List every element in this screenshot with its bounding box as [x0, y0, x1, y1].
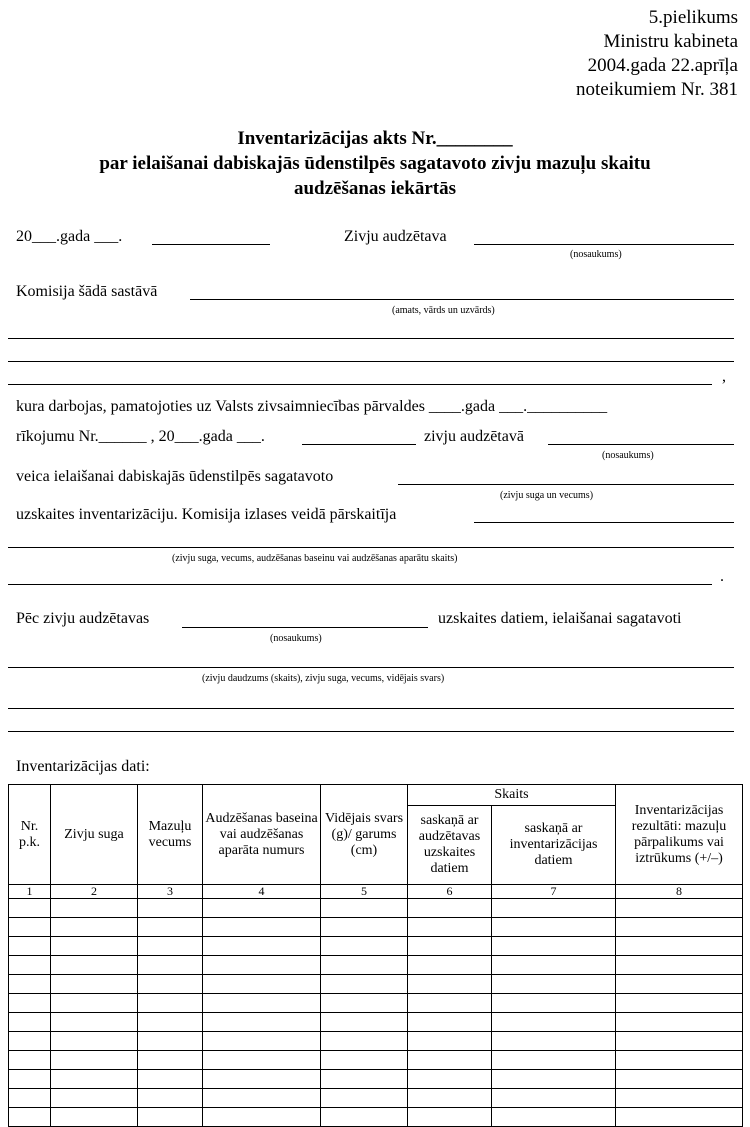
species-age-caption: (zivju suga un vecums) — [500, 490, 594, 501]
table-row — [9, 994, 743, 1013]
table-cell[interactable] — [9, 956, 51, 975]
table-cell[interactable] — [321, 918, 408, 937]
table-cell[interactable] — [203, 899, 321, 918]
count-label: uzskaites inventarizāciju. Komisija izlases veidā pārskaitīja — [16, 506, 397, 523]
farm-name-caption: (nosaukums) — [570, 249, 622, 260]
table-cell[interactable] — [203, 918, 321, 937]
col-header-farm-records: saskaņā ar audzētavas uzskaites datiem — [408, 806, 492, 885]
table-cell[interactable] — [492, 994, 616, 1013]
table-cell[interactable] — [616, 994, 743, 1013]
annex-header — [576, 6, 738, 102]
table-row — [9, 956, 743, 975]
table-cell[interactable] — [321, 1013, 408, 1032]
title-line-3: audzēšanas iekārtās — [293, 178, 457, 199]
table-cell[interactable] — [138, 956, 203, 975]
table-cell[interactable] — [408, 956, 492, 975]
col-number-3: 3 — [138, 885, 203, 899]
col-number-4: 4 — [203, 885, 321, 899]
sample-caption: (zivju suga, vecums, audzēšanas baseinu vai audzēšanas aparātu skaits) — [172, 553, 458, 564]
table-cell[interactable] — [51, 1108, 138, 1127]
table-cell[interactable] — [616, 1013, 743, 1032]
farm-in-label: zivju audzētavā — [424, 428, 524, 445]
col-number-7: 7 — [492, 885, 616, 899]
farm-name-field[interactable] — [474, 244, 734, 245]
table-cell[interactable] — [408, 1051, 492, 1070]
table-cell[interactable] — [492, 975, 616, 994]
table-cell[interactable] — [138, 1089, 203, 1108]
table-cell[interactable] — [138, 937, 203, 956]
table-cell[interactable] — [616, 918, 743, 937]
farm-in-field[interactable] — [548, 444, 734, 445]
table-cell[interactable] — [492, 1089, 616, 1108]
commission-caption: (amats, vārds un uzvārds) — [392, 305, 495, 316]
table-row — [9, 1051, 743, 1070]
table-cell[interactable] — [616, 1070, 743, 1089]
table-cell[interactable] — [321, 1070, 408, 1089]
table-cell[interactable] — [616, 956, 743, 975]
table-cell[interactable] — [203, 1070, 321, 1089]
table-cell[interactable] — [492, 1070, 616, 1089]
table-cell[interactable] — [51, 1013, 138, 1032]
table-cell[interactable] — [51, 1089, 138, 1108]
table-cell[interactable] — [9, 994, 51, 1013]
col-header-species: Zivju suga — [51, 785, 138, 885]
table-cell[interactable] — [321, 937, 408, 956]
table-row — [9, 918, 743, 937]
farm-in-caption: (nosaukums) — [602, 450, 654, 461]
title-line-2: par ielaišanai dabiskajās ūdenstilpēs sagatavoto zivju mazuļu skaitu — [99, 153, 651, 174]
table-cell[interactable] — [203, 994, 321, 1013]
table-cell[interactable] — [51, 918, 138, 937]
table-cell[interactable] — [9, 918, 51, 937]
table-cell[interactable] — [203, 937, 321, 956]
table-cell[interactable] — [408, 937, 492, 956]
table-cell[interactable] — [408, 1070, 492, 1089]
table-cell[interactable] — [408, 1108, 492, 1127]
table-cell[interactable] — [492, 1013, 616, 1032]
table-cell[interactable] — [9, 899, 51, 918]
table-cell[interactable] — [9, 1089, 51, 1108]
table-cell[interactable] — [51, 1051, 138, 1070]
col-number-2: 2 — [51, 885, 138, 899]
performed-label: veica ielaišanai dabiskajās ūdenstilpēs sagatavoto — [16, 468, 334, 485]
species-age-field[interactable] — [398, 484, 734, 485]
sample-line-2[interactable] — [8, 584, 712, 585]
col-number-6: 6 — [408, 885, 492, 899]
table-cell[interactable] — [51, 975, 138, 994]
table-cell[interactable] — [203, 975, 321, 994]
table-cell[interactable] — [492, 899, 616, 918]
table-cell[interactable] — [321, 1051, 408, 1070]
table-cell[interactable] — [492, 937, 616, 956]
table-cell[interactable] — [138, 918, 203, 937]
col-header-nr: Nr. p.k. — [9, 785, 51, 885]
annex-regulation: noteikumiem Nr. 381 — [575, 79, 738, 100]
col-header-tank: Audzēšanas baseina vai audzēšanas aparāta numurs — [203, 785, 321, 885]
table-cell[interactable] — [203, 1089, 321, 1108]
table-cell[interactable] — [9, 937, 51, 956]
table-row — [9, 1013, 743, 1032]
table-cell[interactable] — [203, 1013, 321, 1032]
table-cell[interactable] — [492, 918, 616, 937]
table-cell[interactable] — [138, 1108, 203, 1127]
table-cell[interactable] — [51, 1032, 138, 1051]
prepared-field-line[interactable] — [8, 667, 734, 668]
col-header-age: Mazuļu vecums — [138, 785, 203, 885]
table-cell[interactable] — [321, 899, 408, 918]
col-header-inventory-records: saskaņā ar inventarizācijas datiem — [492, 806, 616, 885]
table-cell[interactable] — [9, 1070, 51, 1089]
annex-authority: Ministru kabineta — [603, 31, 738, 52]
table-row — [9, 1032, 743, 1051]
table-cell[interactable] — [321, 956, 408, 975]
col-number-5: 5 — [321, 885, 408, 899]
table-cell[interactable] — [51, 1070, 138, 1089]
per-label: Pēc zivju audzētavas — [16, 610, 150, 627]
table-cell[interactable] — [138, 1051, 203, 1070]
table-cell[interactable] — [616, 1089, 743, 1108]
table-cell[interactable] — [616, 1032, 743, 1051]
empty-rows — [9, 899, 743, 1127]
order-date-field[interactable] — [302, 444, 416, 445]
prepared-caption: (zivju daudzums (skaits), zivju suga, vecums, vidējais svars) — [202, 673, 445, 684]
table-cell[interactable] — [321, 975, 408, 994]
table-cell[interactable] — [9, 1108, 51, 1127]
table-cell[interactable] — [408, 899, 492, 918]
col-header-result: Inventarizācijas rezultāti: mazuļu pārpalikums vai iztrūkums (+/–) — [616, 785, 743, 885]
table-cell[interactable] — [203, 1032, 321, 1051]
table-cell[interactable] — [138, 1070, 203, 1089]
annex-number: 5.pielikums — [648, 7, 738, 28]
table-cell[interactable] — [203, 1051, 321, 1070]
per-suffix: uzskaites datiem, ielaišanai sagatavoti — [438, 610, 682, 627]
commission-field[interactable] — [190, 299, 734, 300]
sample-period: . — [720, 568, 724, 585]
table-row — [9, 1108, 743, 1127]
table-cell[interactable] — [138, 1032, 203, 1051]
prepared-line-3[interactable] — [8, 731, 734, 732]
farm-label: Zivju audzētava — [344, 228, 447, 245]
title-line-1: Inventarizācijas akts Nr.________ — [237, 128, 513, 149]
table-cell[interactable] — [492, 956, 616, 975]
table-cell[interactable] — [9, 975, 51, 994]
date-prefix: 20___.gada ___. — [16, 228, 123, 245]
table-cell[interactable] — [51, 994, 138, 1013]
order-text: rīkojumu Nr.______ , 20___.gada ___. — [16, 428, 265, 445]
table-cell[interactable] — [138, 1013, 203, 1032]
col-number-1: 1 — [9, 885, 51, 899]
table-cell[interactable] — [616, 1051, 743, 1070]
table-cell[interactable] — [616, 1108, 743, 1127]
table-cell[interactable] — [321, 1032, 408, 1051]
table-cell[interactable] — [51, 899, 138, 918]
table-cell[interactable] — [51, 956, 138, 975]
table-cell[interactable] — [321, 1108, 408, 1127]
table-cell[interactable] — [408, 1089, 492, 1108]
table-cell[interactable] — [138, 899, 203, 918]
table-row — [9, 975, 743, 994]
table-cell[interactable] — [408, 994, 492, 1013]
table-cell[interactable] — [616, 937, 743, 956]
table-cell[interactable] — [9, 1051, 51, 1070]
table-cell[interactable] — [408, 918, 492, 937]
per-farm-caption: (nosaukums) — [270, 633, 322, 644]
basis-text: kura darbojas, pamatojoties uz Valsts zivsaimniecības pārvaldes ____.gada ___.__________ — [16, 398, 608, 415]
count-field[interactable] — [474, 522, 734, 523]
commission-line-3[interactable] — [8, 361, 734, 362]
inventory-label: Inventarizācijas dati: — [16, 758, 150, 775]
inventory-table — [8, 784, 743, 1127]
table-cell[interactable] — [492, 1051, 616, 1070]
table-cell[interactable] — [408, 1013, 492, 1032]
commission-line-4[interactable] — [8, 384, 712, 385]
table-cell[interactable] — [616, 899, 743, 918]
per-farm-field[interactable] — [182, 627, 428, 628]
prepared-line-2[interactable] — [8, 708, 734, 709]
col-header-count-group: Skaits — [408, 785, 616, 806]
table-cell[interactable] — [138, 994, 203, 1013]
table-row — [9, 1089, 743, 1108]
table-cell[interactable] — [492, 1032, 616, 1051]
table-cell[interactable] — [9, 1013, 51, 1032]
table-cell[interactable] — [138, 975, 203, 994]
date-field-line[interactable] — [152, 244, 270, 245]
table-cell[interactable] — [321, 1089, 408, 1108]
commission-comma: , — [722, 368, 726, 385]
table-row — [9, 899, 743, 918]
sample-field-line[interactable] — [8, 547, 734, 548]
table-cell[interactable] — [616, 975, 743, 994]
table-row — [9, 1070, 743, 1089]
table-cell[interactable] — [51, 937, 138, 956]
annex-date: 2004.gada 22.aprīļa — [587, 55, 738, 76]
document-title — [0, 126, 750, 201]
col-header-weight: Vidējais svars (g)/ garums (cm) — [321, 785, 408, 885]
table-cell[interactable] — [321, 994, 408, 1013]
table-cell[interactable] — [408, 1032, 492, 1051]
table-cell[interactable] — [9, 1032, 51, 1051]
commission-label: Komisija šādā sastāvā — [16, 283, 158, 300]
table-row — [9, 937, 743, 956]
table-cell[interactable] — [203, 956, 321, 975]
col-number-8: 8 — [616, 885, 743, 899]
table-cell[interactable] — [203, 1108, 321, 1127]
table-cell[interactable] — [408, 975, 492, 994]
table-cell[interactable] — [492, 1108, 616, 1127]
commission-line-2[interactable] — [8, 338, 734, 339]
